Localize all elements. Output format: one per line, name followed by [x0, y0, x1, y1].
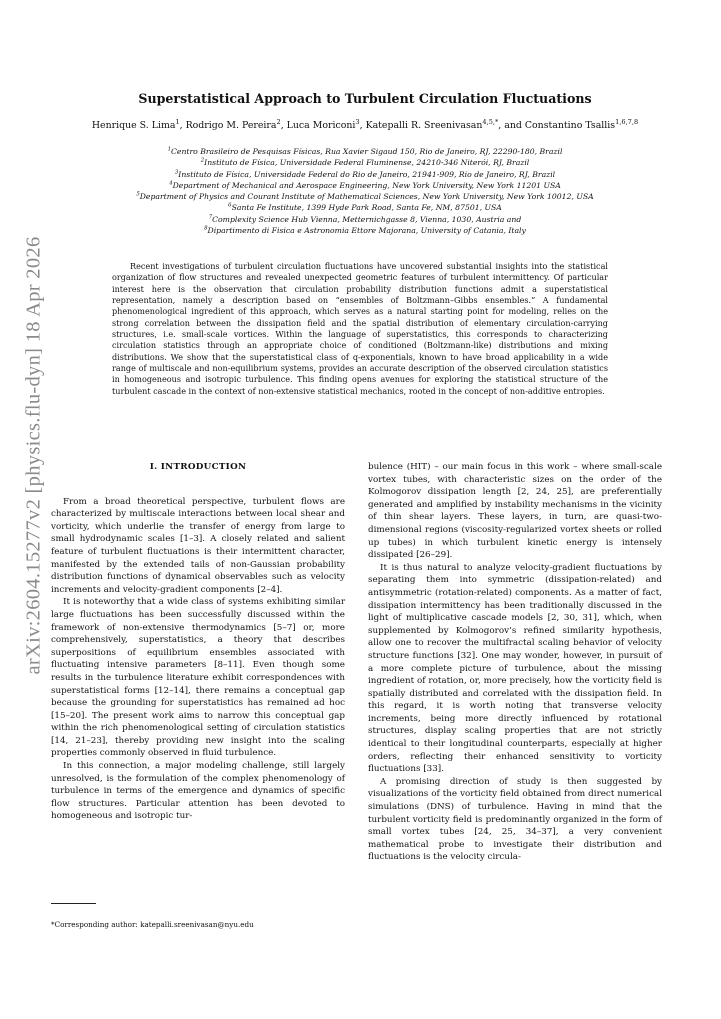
affiliation: $^2$Instituto de Física, Universidade Federal Fluminense, 24210-346 Niterói, RJ, Brazil — [200, 157, 530, 168]
author: Luca Moriconi$^3$, — [286, 117, 366, 131]
paper-title: Superstatistical Approach to Turbulent Circulation Fluctuations — [138, 91, 592, 106]
body-paragraph: In this connection, a major modeling challenge, still largely unresolved, is the formulation of the complex phenomenology of turbulence in terms of the emergence and dynamics of specific flow structures. Particular attention has been devoted to homogeneous and isotropic tur- — [51, 761, 345, 822]
affiliation: $^8$Dipartimento di Fisica e Astronomia Ettore Majorana, University of Catania, Italy — [204, 225, 526, 236]
arxiv-identifier-stamp: arXiv:2604.15277v2 [physics.flu-dyn] 18 Apr 2026 — [22, 235, 45, 675]
body-paragraph: It is thus natural to analyze velocity-gradient fluctuations by separating them into symmetric (dissipation-related) and antisymmetric (rotation-related) components. As a matter of fact, dissipation intermittency has been traditionally discussed in the light of multiplicative cascade models [2, 30, 31], which, when supplemented by Kolmogorov’s refined similarity hypothesis, allow one to recover the multifractal scaling behavior of velocity structure functions [32]. One may wonder, however, in pursuit of a more complete picture of turbulence, about the missing ingredient of rotation, or, more precisely, how the vorticity field is spatially distributed and correlated with the dissipation field. In this regard, it is worth noting that transverse velocity increments, being more directly influenced by rotational structures, display scaling properties that are not strictly identical to their longitudinal counterparts, especially at higher orders, reflecting their enhanced sensitivity to vorticity fluctuations [33]. — [368, 562, 662, 775]
author-list — [40, 117, 690, 131]
affiliation: $^6$Santa Fe Institute, 1399 Hyde Park Road, Santa Fe, NM, 87501, USA — [228, 202, 502, 213]
affiliation: $^3$Instituto de Física, Universidade Federal do Rio de Janeiro, 21941-909, Rio de Janeiro, RJ, Brazil — [174, 169, 556, 179]
section-heading: I. INTRODUCTION — [149, 462, 247, 472]
affiliation-list — [40, 146, 690, 236]
author: Constantino Tsallis$^{1,6,7,8}$ — [524, 117, 639, 131]
author: Rodrigo M. Pereira$^2$, — [185, 117, 287, 131]
body-paragraph: A promising direction of study is then suggested by visualizations of the vorticity field obtained from direct numerical simulations (DNS) of turbulence. Having in mind that the turbulent vorticity field is predominantly organized in the form of small vortex tubes [24, 25, 34–37], a very convenient mathematical probe to investigate their distribution and fluctuations is the velocity circula- — [368, 776, 662, 863]
abstract: Recent investigations of turbulent circulation fluctuations have uncovered substantial insights into the statistical organization of flow structures and revealed unexpected geometric features of turbulent intermittency. Of particular interest here is the observation that circulation probability distribution functions admit a superstatistical representation, namely a description based on “ensembles of Boltzmann–Gibbs ensembles.” A fundamental phenomenological ingredient of this approach, which serves as a natural starting point for modeling, relies on the strong correlation between the dissipation field and the spatial distribution of elementary circulation-carrying structures, i.e. small-scale vortices. Within the language of superstatistics, this corresponds to characterizing circulation statistics through an appropriate choice of conditioned (Boltzmann-like) distributions and mixing distributions. We show that the superstatistical class of q-exponentials, known to have broad applicability in a wide range of multiscale and non-equilibrium systems, provides an accurate description of the observed circulation statistics in homogeneous and isotropic turbulence. This finding opens avenues for exploring the statistical structure of the turbulent cascade in the context of non-extensive statistical mechanics, rooted in the concept of non-additive entropies. — [112, 261, 608, 396]
affiliation: $^4$Department of Mechanical and Aerospace Engineering, New York University, New York 11201 USA — [169, 180, 561, 190]
corresponding-author-footnote: *Corresponding author: katepalli.sreenivasan@nyu.edu — [51, 920, 254, 929]
left-column — [51, 461, 345, 823]
affiliation: $^1$Centro Brasileiro de Pesquisas Físicas, Rua Xavier Sigaud 150, Rio de Janeiro, RJ, 22290-180, Brazil — [167, 146, 563, 156]
footnote-rule — [51, 903, 96, 904]
affiliation: $^5$Department of Physics and Courant Institute of Mathematical Sciences, New York University, New York 10012, USA — [136, 191, 594, 202]
author: Henrique S. Lima$^1$, — [91, 117, 186, 131]
body-paragraph: It is noteworthy that a wide class of systems exhibiting similar large fluctuations has been successfully discussed within the framework of non-extensive thermodynamics [5–7] or, more comprehensively, superstatistics, a theory that describes superpositions of equilibrium ensembles associated with fluctuating intensive parameters [8–11]. Even though some results in the turbulence literature exhibit correspondences with superstatistical forms [12–14], there remains a conceptual gap because the grounding for superstatistics has remained ad hoc [15–20]. The present work aims to narrow this conceptual gap within the rich phenomenological setting of circulation statistics [14, 21–23], thereby providing new insight into the scaling properties commonly observed in fluid turbulence. — [51, 597, 345, 759]
body-paragraph: From a broad theoretical perspective, turbulent flows are characterized by multiscale interactions between local shear and vorticity, which underlie the transfer of energy from large to small hydrodynamic scales [1–3]. A closely related and salient feature of turbulent fluctuations is their intermittent character, manifested by the extended tails of non-Gaussian probability distribution functions of dynamical observables such as velocity increments and velocity-gradient components [2–4]. — [51, 496, 345, 595]
affiliation: $^7$Complexity Science Hub Vienna, Metternichgasse 8, Vienna, 1030, Austria and — [208, 214, 522, 224]
right-column — [368, 461, 662, 864]
body-paragraph: bulence (HIT) – our main focus in this work – where small-scale vortex tubes, with characteristic sizes on the order of the Kolmogorov dissipation length [2, 24, 25], are preferentially generated and amplified by instability mechanisms in the vicinity of thin shear layers. These layers, in turn, are quasi-two-dimensional regions (viscosity-regularized vortex sheets or rolled up tubes) in which turbulent kinetic energy is intensely dissipated [26–29]. — [368, 462, 662, 561]
author: Katepalli R. Sreenivasan$^{4,5,*}$, and — [365, 117, 525, 131]
